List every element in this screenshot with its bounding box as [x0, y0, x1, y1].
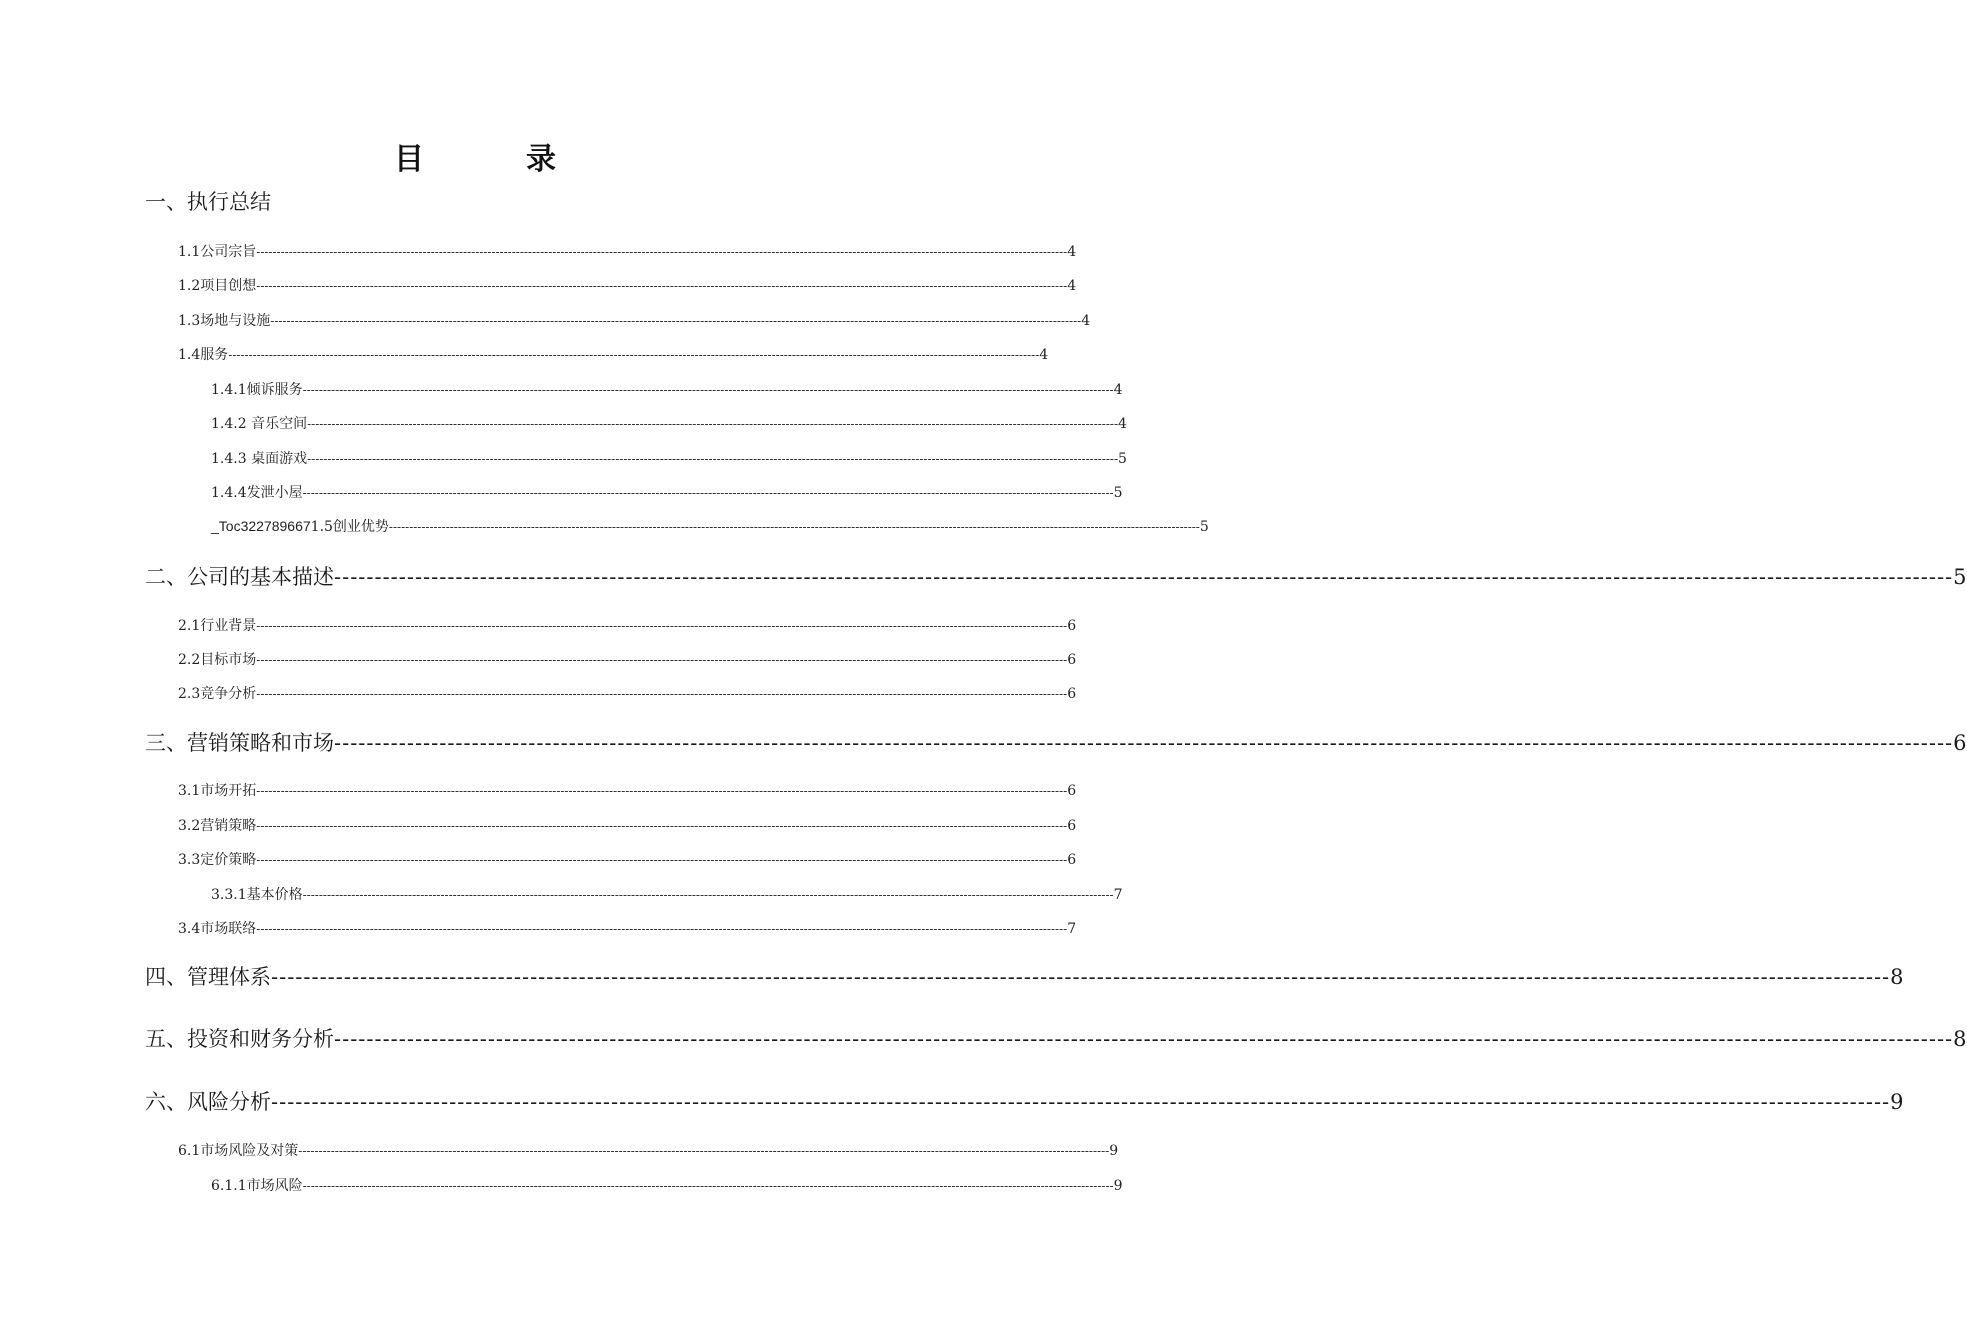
toc-entry-3-3[interactable]: [178, 849, 1077, 869]
toc-page-number: 6: [1067, 852, 1077, 868]
toc-entry-6-1[interactable]: [178, 1140, 1119, 1160]
toc-section-label: 六、风险分析: [145, 1090, 271, 1114]
toc-page-number: 4: [1067, 244, 1077, 260]
toc-section-1[interactable]: [145, 186, 271, 216]
toc-page-number: 4: [1067, 278, 1077, 294]
toc-leader: --------------------------------------------------------------------------------------------------------------------------------------------------------------------------------------------------------: [256, 245, 1068, 259]
toc-entry-label: 6.1.1市场风险: [211, 1178, 303, 1194]
toc-page-number: 9: [1109, 1143, 1119, 1159]
toc-leader: --------------------------------------------------------------------------------------------------------------------------------------------------------------------------------------------------------: [256, 653, 1068, 667]
toc-entry-label: 3.3定价策略: [178, 852, 257, 868]
toc-page-number: 4: [1118, 416, 1127, 432]
toc-page-number: 9: [1113, 1178, 1123, 1194]
toc-leader: --------------------------------------------------------------------------------------------------------------------------------------------------------------------------------------------------------: [228, 348, 1040, 362]
toc-entry-label-group: [211, 516, 389, 536]
toc-page-number: 7: [1113, 887, 1123, 903]
toc-entry-3-1[interactable]: [178, 780, 1077, 800]
toc-section-label: 三、营销策略和市场: [145, 731, 334, 755]
toc-page-number: 5: [1113, 485, 1123, 501]
toc-entry-1-3[interactable]: [178, 310, 1091, 330]
toc-leader: --------------------------------------------------------------------------------------------------------------------------------------------------------------------------------------------------------: [256, 853, 1068, 867]
toc-leader: --------------------------------------------------------------------------------------------------------------------------------------------------------------------------------------------------------: [302, 486, 1114, 500]
toc-page-number: 6: [1953, 731, 1967, 755]
toc-leader: --------------------------------------------------------------------------------------------------------------------------------------------------------------------------------------------------------: [334, 565, 1954, 589]
toc-entry-1-2[interactable]: [178, 275, 1077, 295]
toc-page-number: 6: [1067, 783, 1077, 799]
toc-page-number: 9: [1890, 1090, 1904, 1114]
toc-entry-label: 1.4.1倾诉服务: [211, 382, 303, 398]
toc-section-6[interactable]: [145, 1086, 1904, 1116]
toc-entry-label: 3.2营销策略: [178, 818, 257, 834]
toc-section-label: 四、管理体系: [145, 965, 271, 989]
toc-page-number: 5: [1199, 519, 1209, 535]
toc-page-number: 6: [1067, 686, 1077, 702]
toc-leader: --------------------------------------------------------------------------------------------------------------------------------------------------------------------------------------------------------: [256, 687, 1068, 701]
toc-entry-label: 1.1公司宗旨: [178, 244, 257, 260]
toc-entry-label: 1.4服务: [178, 347, 229, 363]
toc-entry-3-2[interactable]: [178, 815, 1077, 835]
toc-page-number: 7: [1067, 921, 1077, 937]
toc-leader: --------------------------------------------------------------------------------------------------------------------------------------------------------------------------------------------------------: [271, 965, 1891, 989]
toc-page-number: 4: [1081, 313, 1091, 329]
toc-leader: --------------------------------------------------------------------------------------------------------------------------------------------------------------------------------------------------------: [334, 1027, 1954, 1051]
toc-entry-1-4-3[interactable]: [211, 448, 1127, 468]
toc-section-label: 一、执行总结: [145, 190, 271, 214]
toc-leader: --------------------------------------------------------------------------------------------------------------------------------------------------------------------------------------------------------: [302, 888, 1114, 902]
toc-entry-1-4-1[interactable]: [211, 379, 1123, 399]
toc-entry-label: 1.2项目创想: [178, 278, 257, 294]
toc-bookmark-code: _Toc322789667: [211, 518, 311, 534]
toc-entry-2-2[interactable]: [178, 649, 1077, 669]
toc-section-4[interactable]: [145, 961, 1904, 991]
toc-leader: --------------------------------------------------------------------------------------------------------------------------------------------------------------------------------------------------------: [256, 619, 1068, 633]
toc-section-3[interactable]: [145, 727, 1967, 757]
toc-leader: --------------------------------------------------------------------------------------------------------------------------------------------------------------------------------------------------------: [302, 383, 1114, 397]
toc-page-number: 4: [1039, 347, 1049, 363]
toc-title: 目 录: [394, 142, 592, 177]
toc-entry-label: 1.4.4发泄小屋: [211, 485, 303, 501]
toc-section-2[interactable]: [145, 561, 1967, 591]
toc-leader: --------------------------------------------------------------------------------------------------------------------------------------------------------------------------------------------------------: [270, 314, 1082, 328]
toc-entry-label: 1.4.3 桌面游戏: [211, 451, 308, 467]
toc-entry-label: 3.3.1基本价格: [211, 887, 303, 903]
toc-entry-3-3-1[interactable]: [211, 884, 1123, 904]
toc-entry-label: 6.1市场风险及对策: [178, 1143, 299, 1159]
toc-entry-1-1[interactable]: [178, 241, 1077, 261]
toc-page-number: 8: [1890, 965, 1904, 989]
toc-entry-label: 2.3竞争分析: [178, 686, 257, 702]
toc-leader: --------------------------------------------------------------------------------------------------------------------------------------------------------------------------------------------------------: [388, 520, 1200, 534]
toc-entry-label: 3.4市场联络: [178, 921, 257, 937]
toc-leader: --------------------------------------------------------------------------------------------------------------------------------------------------------------------------------------------------------: [334, 731, 1954, 755]
toc-entry-1-4[interactable]: [178, 344, 1049, 364]
toc-page-number: 5: [1953, 565, 1967, 589]
toc-section-5[interactable]: [145, 1023, 1967, 1053]
toc-entry-1-5[interactable]: [211, 516, 1209, 536]
toc-entry-label: 3.1市场开拓: [178, 783, 257, 799]
toc-entry-1-4-2[interactable]: [211, 413, 1127, 433]
toc-leader: --------------------------------------------------------------------------------------------------------------------------------------------------------------------------------------------------------: [307, 417, 1119, 431]
toc-entry-6-1-1[interactable]: [211, 1175, 1123, 1195]
toc-page-number: 6: [1067, 618, 1077, 634]
toc-entry-2-1[interactable]: [178, 615, 1077, 635]
toc-section-label: 五、投资和财务分析: [145, 1027, 334, 1051]
toc-leader: --------------------------------------------------------------------------------------------------------------------------------------------------------------------------------------------------------: [256, 784, 1068, 798]
toc-page-number: 5: [1118, 451, 1127, 467]
toc-entry-1-4-4[interactable]: [211, 482, 1123, 502]
toc-leader: --------------------------------------------------------------------------------------------------------------------------------------------------------------------------------------------------------: [302, 1179, 1114, 1193]
toc-section-label: 二、公司的基本描述: [145, 565, 334, 589]
toc-leader: --------------------------------------------------------------------------------------------------------------------------------------------------------------------------------------------------------: [256, 279, 1068, 293]
toc-page-number: 6: [1067, 652, 1077, 668]
toc-page-number: 6: [1067, 818, 1077, 834]
toc-page-number: 8: [1953, 1027, 1967, 1051]
toc-leader: --------------------------------------------------------------------------------------------------------------------------------------------------------------------------------------------------------: [271, 1090, 1891, 1114]
toc-leader: --------------------------------------------------------------------------------------------------------------------------------------------------------------------------------------------------------: [298, 1144, 1110, 1158]
toc-leader: --------------------------------------------------------------------------------------------------------------------------------------------------------------------------------------------------------: [307, 452, 1119, 466]
toc-leader: --------------------------------------------------------------------------------------------------------------------------------------------------------------------------------------------------------: [256, 819, 1068, 833]
toc-entry-label: 1.5创业优势: [310, 519, 389, 535]
toc-entry-label: 1.4.2 音乐空间: [211, 416, 308, 432]
toc-leader: --------------------------------------------------------------------------------------------------------------------------------------------------------------------------------------------------------: [256, 922, 1068, 936]
toc-entry-3-4[interactable]: [178, 918, 1077, 938]
toc-entry-label: 1.3场地与设施: [178, 313, 271, 329]
toc-page-number: 4: [1113, 382, 1123, 398]
toc-entry-label: 2.2目标市场: [178, 652, 257, 668]
toc-entry-2-3[interactable]: [178, 683, 1077, 703]
toc-entry-label: 2.1行业背景: [178, 618, 257, 634]
